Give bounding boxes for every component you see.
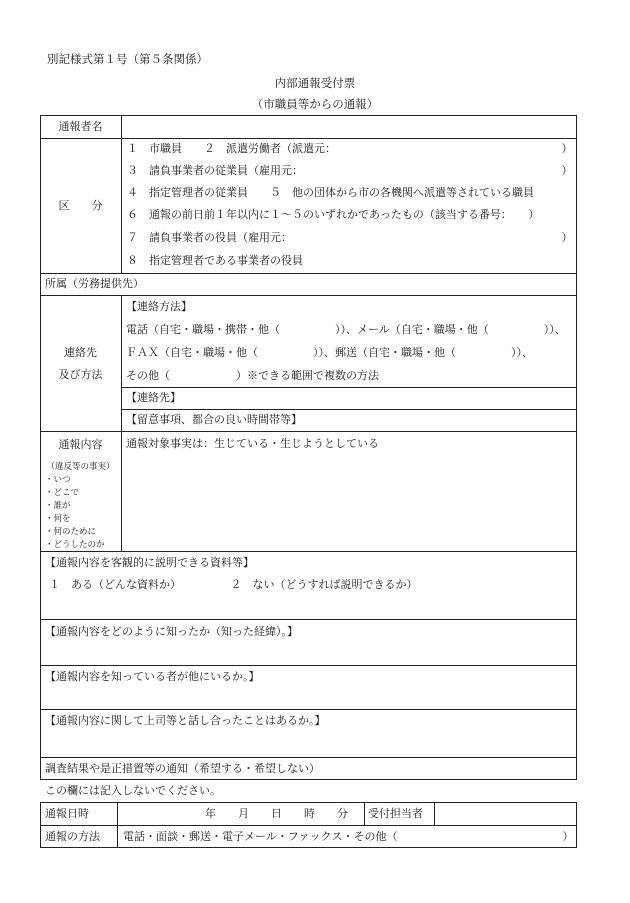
category-label: 区 分 <box>58 199 103 212</box>
report-datetime-value: 年 月 日 時 分 <box>205 807 348 820</box>
row-divider <box>40 665 577 666</box>
others-know-heading: 【通報内容を知っている者が他にいるか。】 <box>45 670 260 683</box>
contact-method-line: その他（ ）※できる範囲で複数の方法 <box>126 369 379 382</box>
evidence-heading: 【通報内容を客観的に説明できる資料等】 <box>45 556 254 569</box>
discussed-heading: 【通報内容に関して上司等と話し合ったことはあるか。】 <box>45 714 326 727</box>
contact-address-heading: 【連絡先】 <box>126 391 181 404</box>
receiver-label: 受付担当者 <box>368 807 423 820</box>
row-divider <box>40 619 577 620</box>
report-method-options: 電話・面談・郵送・電子メール・ファックス・その他（ ） <box>123 830 574 843</box>
contact-label: 連絡先 <box>64 346 97 359</box>
contact-method-heading: 【連絡方法】 <box>126 300 192 313</box>
contact-method-line: 電話（自宅・職場・携帯・他（ ））、メール（自宅・職場・他（ ））、 <box>126 323 566 336</box>
column-divider <box>364 802 365 825</box>
evidence-options: １ ある（どんな資料か） ２ ない（どうすれば説明できるか） <box>49 578 418 591</box>
page-title: 内部通報受付票 <box>274 76 356 90</box>
report-content-label: 通報内容 <box>58 438 103 451</box>
column-divider <box>117 802 118 848</box>
notification-preference: 調査結果や是正措置等の通知（希望する・希望しない） <box>45 762 320 775</box>
category-option-line: ６ 通報の前日前１年以内に１～５のいずれかであったもの（該当する番号： ） <box>127 208 540 221</box>
column-divider <box>121 115 122 273</box>
form-number-label: 別記様式第１号（第５条関係） <box>47 52 208 66</box>
category-option-line: ８ 指定管理者である事業者の役員 <box>127 254 303 267</box>
affiliation-label: 所属（労務提供先） <box>45 277 144 290</box>
category-option-line: ７ 請負事業者の役員（雇用元： ） <box>127 231 573 244</box>
contact-notes-heading: 【留意事項、都合の良い時間帯等】 <box>126 413 302 426</box>
row-divider <box>40 709 577 710</box>
reporter-name-label: 通報者名 <box>58 120 103 133</box>
column-divider <box>434 802 435 825</box>
office-use-note: この欄には記入しないでください。 <box>45 784 221 797</box>
how-known-heading: 【通報内容をどのように知ったか（知った経緯）。】 <box>45 625 298 638</box>
report-content-bullet: ・どうしたのか <box>45 540 105 550</box>
category-option-line: ４ 指定管理者の従業員 ５ 他の団体から市の各機関へ派遣等されている職員 <box>127 186 534 199</box>
report-content-bullet: ・何のために <box>45 527 97 537</box>
report-datetime-label: 通報日時 <box>45 807 89 820</box>
contact-label: 及び方法 <box>58 368 103 381</box>
category-option-line: １ 市職員 ２ 派遣労働者（派遣元： ） <box>127 142 573 155</box>
row-divider <box>121 387 577 388</box>
report-method-label: 通報の方法 <box>45 830 100 843</box>
category-option-line: ３ 請負事業者の従業員（雇用元： ） <box>127 164 573 177</box>
row-divider <box>121 409 577 410</box>
report-content-bullet: ・誰が <box>45 501 71 511</box>
row-divider <box>40 825 577 826</box>
report-content-bullet: ・何を <box>45 514 71 524</box>
report-content-sublabel: （違反等の事実） <box>46 462 115 472</box>
row-divider <box>40 551 577 552</box>
contact-method-line: ＦＡＸ（自宅・職場・他（ ））、郵送（自宅・職場・他（ ））、 <box>126 346 533 359</box>
report-content-bullet: ・いつ <box>45 475 71 485</box>
report-content-bullet: ・どこで <box>45 488 80 498</box>
column-divider <box>121 295 122 551</box>
row-divider <box>40 757 577 758</box>
row-divider <box>40 273 577 274</box>
report-content-fact-status: 通報対象事実は：生じている・生じようとしている <box>126 437 379 450</box>
page-subtitle: （市職員等からの通報） <box>251 97 379 111</box>
